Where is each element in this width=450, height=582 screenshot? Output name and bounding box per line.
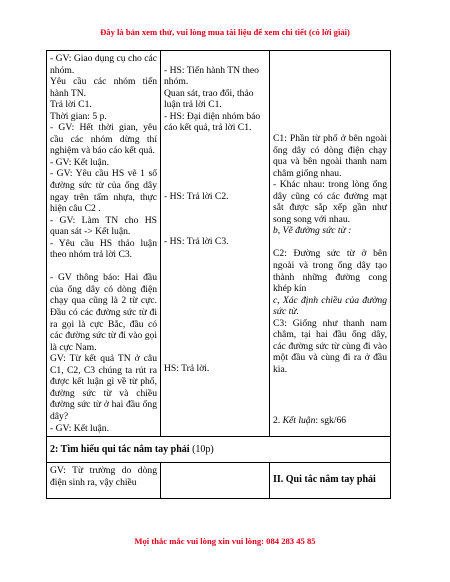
continuation-row [47,463,391,499]
section-row [47,437,391,463]
student-activity-c1: - HS: Tiến hành TN theo nhóm. Quan sát, trao đổi, thảo luận trả lời C1. - HS: Đại diện nhóm báo cáo kết quả, trả lời C1. [164,64,261,134]
student-activity-c2: - HS: Trả lời C2. [164,190,229,202]
section-heading [47,437,391,463]
contact-banner: Mọi thắc mắc vui lòng xin vui lòng: 084 283 45 85 [134,536,316,546]
student-activity-answer: HS: Trả lời. [164,362,210,374]
conclusion-number: 2. [273,415,281,427]
teacher-continuation-text: GV: Từ trường do dòng điện sinh ra, vậy chiều [50,465,157,488]
conclusion-label: Kết luận [282,415,316,427]
teacher-activity-part1: - GV: Giao dụng cụ cho các nhóm. Yêu cầu các nhóm tiến hành TN. Trả lời C1. Thời gian: 5 p. - GV: Hết thời gian, yêu cầu các nhóm dừng thí nghiệm và báo cáo kết quả. - GV: Kết luận. - GV: Yêu cầu HS vẽ 1 số đường sức từ của ống dây ngay trên tấm nhựa, thực hiện câu C2 . - GV: Làm TN cho HS quan sát -> Kết luận. - Yêu cầu HS thảo luận theo nhóm trả lời C3. [50,53,157,261]
section-duration: (10p) [192,444,214,456]
student-activity-cell [161,51,270,437]
activity-row [47,51,391,437]
content-section-title: II. Qui tắc nắm tay phải [270,463,391,499]
preview-banner: Đây là bản xem thử, vui lòng mua tài liệu để xem chi tiết (có lời giải) [100,27,350,37]
teacher-activity-part2: - GV thông báo: Hai đầu của ống dây có dòng điện chạy qua cũng là 2 từ cực. Đầu có các đường sức từ đi ra gọi là cực Bắc, đầu có các đường sức từ đi vào gọi là cực Nam. GV: Từ kết quả TN ở câu C1, C2, C3 chúng ta rút ra được kết luận gì về từ phổ, đường sức từ và chiều đường sức từ ở hai đầu ống dây? - GV: Kết luận. [50,272,157,434]
teacher-continuation-cell [47,463,161,499]
content-c2: C2: Đường sức từ ở bên ngoài và trong ống dây tạo thành những đường cong khép kín [273,248,387,295]
student-continuation-cell [161,463,270,499]
section-title: 2: Tìm hiểu qui tắc nắm tay phải [50,444,190,456]
conclusion-ref: : sgk/66 [315,415,347,427]
lesson-content-cell [270,51,391,437]
lesson-table [46,50,391,499]
content-heading-b: b, Vẽ đường sức từ : [273,225,352,237]
content-conclusion [273,415,387,427]
student-activity-c3: - HS: Trả lời C3. [164,236,229,248]
content-c3: C3: Giống như thanh nam châm, tại hai đầu ống dây, các đường sức từ cùng đi vào một đầu và cùng đi ra ở đầu kia. [273,317,387,375]
content-heading-c: c, Xác định chiều của đường sức từ. [273,294,387,318]
teacher-activity-cell [47,51,161,437]
content-c1: C1: Phần từ phổ ở bên ngoài ống dây có dòng điện chạy qua và bên ngoài thanh nam châm giống nhau. - Khác nhau: trong lòng ống dây cũng có các đường mạt sắt được sắp xếp gần như song song với nhau. [273,133,387,225]
